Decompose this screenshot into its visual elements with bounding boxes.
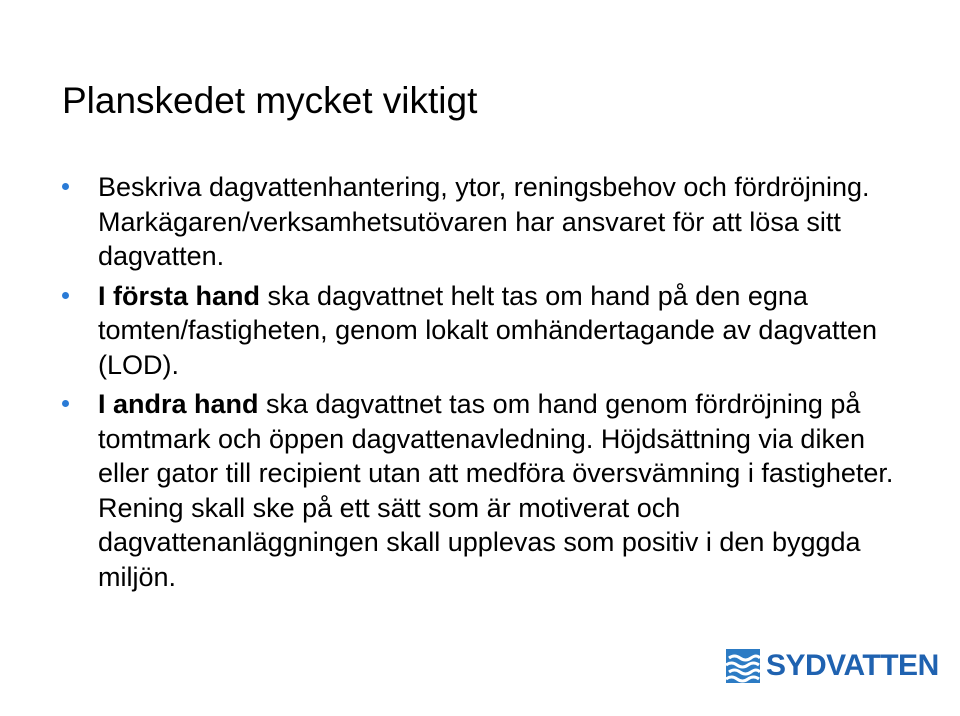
bullet-text: ska dagvattnet tas om hand genom fördröjning på tomtmark och öppen dagvattenavledning. Höjdsättning via diken eller gator till recipient utan att medföra översvämning i fastigheter. Rening skall ske på ett sätt som är motiverat och dagvattenanläggningen skall upplevas som positiv i den byggda miljön.: [98, 389, 894, 592]
bullet-item: [0, 387, 900, 594]
bullet-dot-icon: [62, 183, 69, 190]
slide-title: Planskedet mycket viktigt: [62, 80, 478, 121]
bullet-text: ska dagvattnet helt tas om hand på den egna tomten/fastigheten, genom lokalt omhändertagande av dagvatten (LOD).: [98, 280, 878, 380]
bullet-text: Beskriva dagvattenhantering, ytor, reningsbehov och fördröjning. Markägaren/verksamhetsutövaren har ansvaret för att lösa sitt dagvatten.: [98, 172, 870, 271]
bullet-item: [0, 279, 900, 383]
sydvatten-logo: [726, 646, 939, 686]
logo-text: SYDVATTEN: [766, 649, 939, 682]
bullet-bold-text: I första hand: [98, 280, 261, 311]
bullet-dot-icon: [62, 292, 69, 299]
bullet-item: [0, 170, 900, 274]
water-waves-icon: [726, 649, 760, 683]
bullet-list: [0, 170, 900, 594]
bullet-dot-icon: [62, 400, 69, 407]
bullet-bold-text: I andra hand: [98, 389, 259, 419]
